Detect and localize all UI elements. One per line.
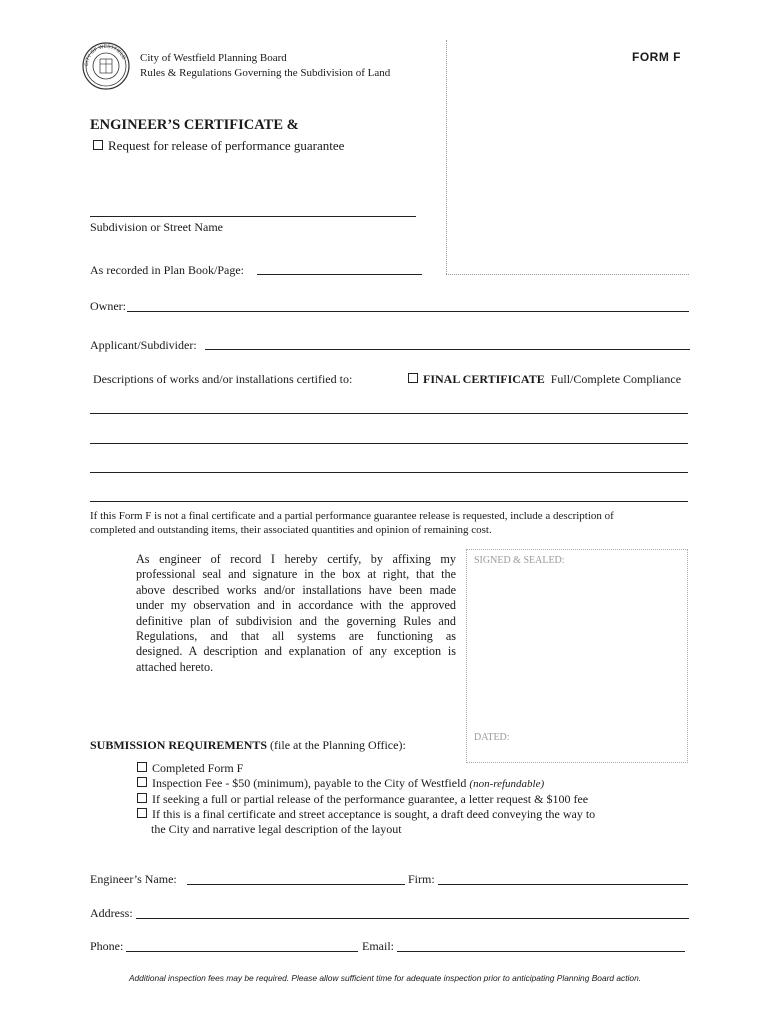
subdivision-input-line[interactable] <box>90 216 416 217</box>
header-subtitle: Rules & Regulations Governing the Subdivision of Land <box>140 67 391 79</box>
stamp-box-left-edge <box>446 40 447 274</box>
final-certificate-label: FINAL CERTIFICATE <box>423 372 545 386</box>
partial-release-note <box>90 509 614 537</box>
description-line-1[interactable] <box>90 413 688 414</box>
owner-label: Owner: <box>90 299 126 313</box>
final-certificate-checkbox[interactable] <box>408 373 418 383</box>
non-refundable-note: (non-refundable) <box>469 778 545 790</box>
submission-heading-note: (file at the Planning Office): <box>270 738 406 752</box>
requirement-checkbox[interactable] <box>137 762 147 772</box>
header-block <box>140 51 390 81</box>
address-label: Address: <box>90 906 133 920</box>
email-input-line[interactable] <box>397 951 685 952</box>
requirement-checkbox[interactable] <box>137 777 147 787</box>
requirement-checkbox[interactable] <box>137 793 147 803</box>
list-item[interactable]: If seeking a full or partial release of the performance guarantee, a letter request & $100 fee <box>137 792 595 807</box>
description-line-3[interactable] <box>90 472 688 473</box>
firm-input-line[interactable] <box>438 884 688 885</box>
list-item[interactable]: Inspection Fee - $50 (minimum), payable to the City of Westfield (non-refundable) <box>137 776 595 792</box>
release-request-option[interactable] <box>93 138 344 154</box>
phone-input-line[interactable] <box>126 951 358 952</box>
requirement-checkbox[interactable] <box>137 808 147 818</box>
cert-line: designed. A description and explanation of any exception is <box>136 644 456 659</box>
final-certificate-option[interactable] <box>408 372 681 386</box>
phone-label: Phone: <box>90 939 124 953</box>
release-request-checkbox[interactable] <box>93 140 103 150</box>
footer-note: Additional inspection fees may be required. Please allow sufficient time for adequate inspection prior to anticipating Planning Board action. <box>128 973 642 983</box>
release-request-label: Request for release of performance guarantee <box>108 138 345 153</box>
page-title: ENGINEER’S CERTIFICATE & <box>90 117 299 133</box>
dated-label: DATED: <box>474 732 510 743</box>
city-seal <box>82 42 130 90</box>
owner-input-line[interactable] <box>127 311 689 312</box>
cert-line: Regulations, and that all systems are functioning as <box>136 629 456 644</box>
signed-sealed-box[interactable] <box>466 549 688 763</box>
plan-book-input-line[interactable] <box>257 274 422 275</box>
seal-text: CITY OF WESTFIELD <box>83 43 127 67</box>
subdivision-label: Subdivision or Street Name <box>90 220 223 234</box>
cert-line: above described works and/or installations have been made <box>136 582 456 597</box>
applicant-input-line[interactable] <box>205 349 690 350</box>
cert-line: under my observation and in accordance with the approved <box>136 598 456 613</box>
submission-list <box>137 761 595 837</box>
partial-note-line-2: completed and outstanding items, their associated quantities and opinion of remaining cost. <box>90 524 492 536</box>
submission-heading-title: SUBMISSION REQUIREMENTS <box>90 738 268 752</box>
cert-line: definitive plan of subdivision and the governing Rules and <box>136 613 456 628</box>
engineer-name-input-line[interactable] <box>187 884 405 885</box>
list-item[interactable]: If this is a final certificate and street acceptance is sought, a draft deed conveying the way to <box>137 807 595 822</box>
applicant-label: Applicant/Subdivider: <box>90 338 197 352</box>
form-id: FORM F <box>632 50 681 64</box>
firm-label: Firm: <box>408 872 435 886</box>
certification-statement <box>136 552 456 675</box>
final-certificate-note: Full/Complete Compliance <box>550 372 682 386</box>
partial-note-line-1: If this Form F is not a final certificate and a partial performance guarantee release is requested, include a description of <box>90 510 614 522</box>
plan-book-label: As recorded in Plan Book/Page: <box>90 263 244 277</box>
cert-line: As engineer of record I hereby certify, by affixing my <box>136 552 456 566</box>
list-item[interactable]: Completed Form F <box>137 761 595 776</box>
engineer-name-label: Engineer’s Name: <box>90 872 177 886</box>
address-input-line[interactable] <box>136 918 689 919</box>
submission-heading <box>90 738 406 752</box>
descriptions-label: Descriptions of works and/or installations certified to: <box>93 372 353 386</box>
cert-line: professional seal and signature in the box at right, that the <box>136 567 456 582</box>
cert-line: attached hereto. <box>136 659 214 674</box>
email-label: Email: <box>362 939 394 953</box>
description-line-4[interactable] <box>90 501 688 502</box>
stamp-box-bottom-edge <box>446 274 689 275</box>
list-item-continuation: the City and narrative legal description of the layout <box>151 822 402 836</box>
description-line-2[interactable] <box>90 443 688 444</box>
header-org: City of Westfield Planning Board <box>140 52 287 64</box>
signed-sealed-label: SIGNED & SEALED: <box>474 555 565 566</box>
